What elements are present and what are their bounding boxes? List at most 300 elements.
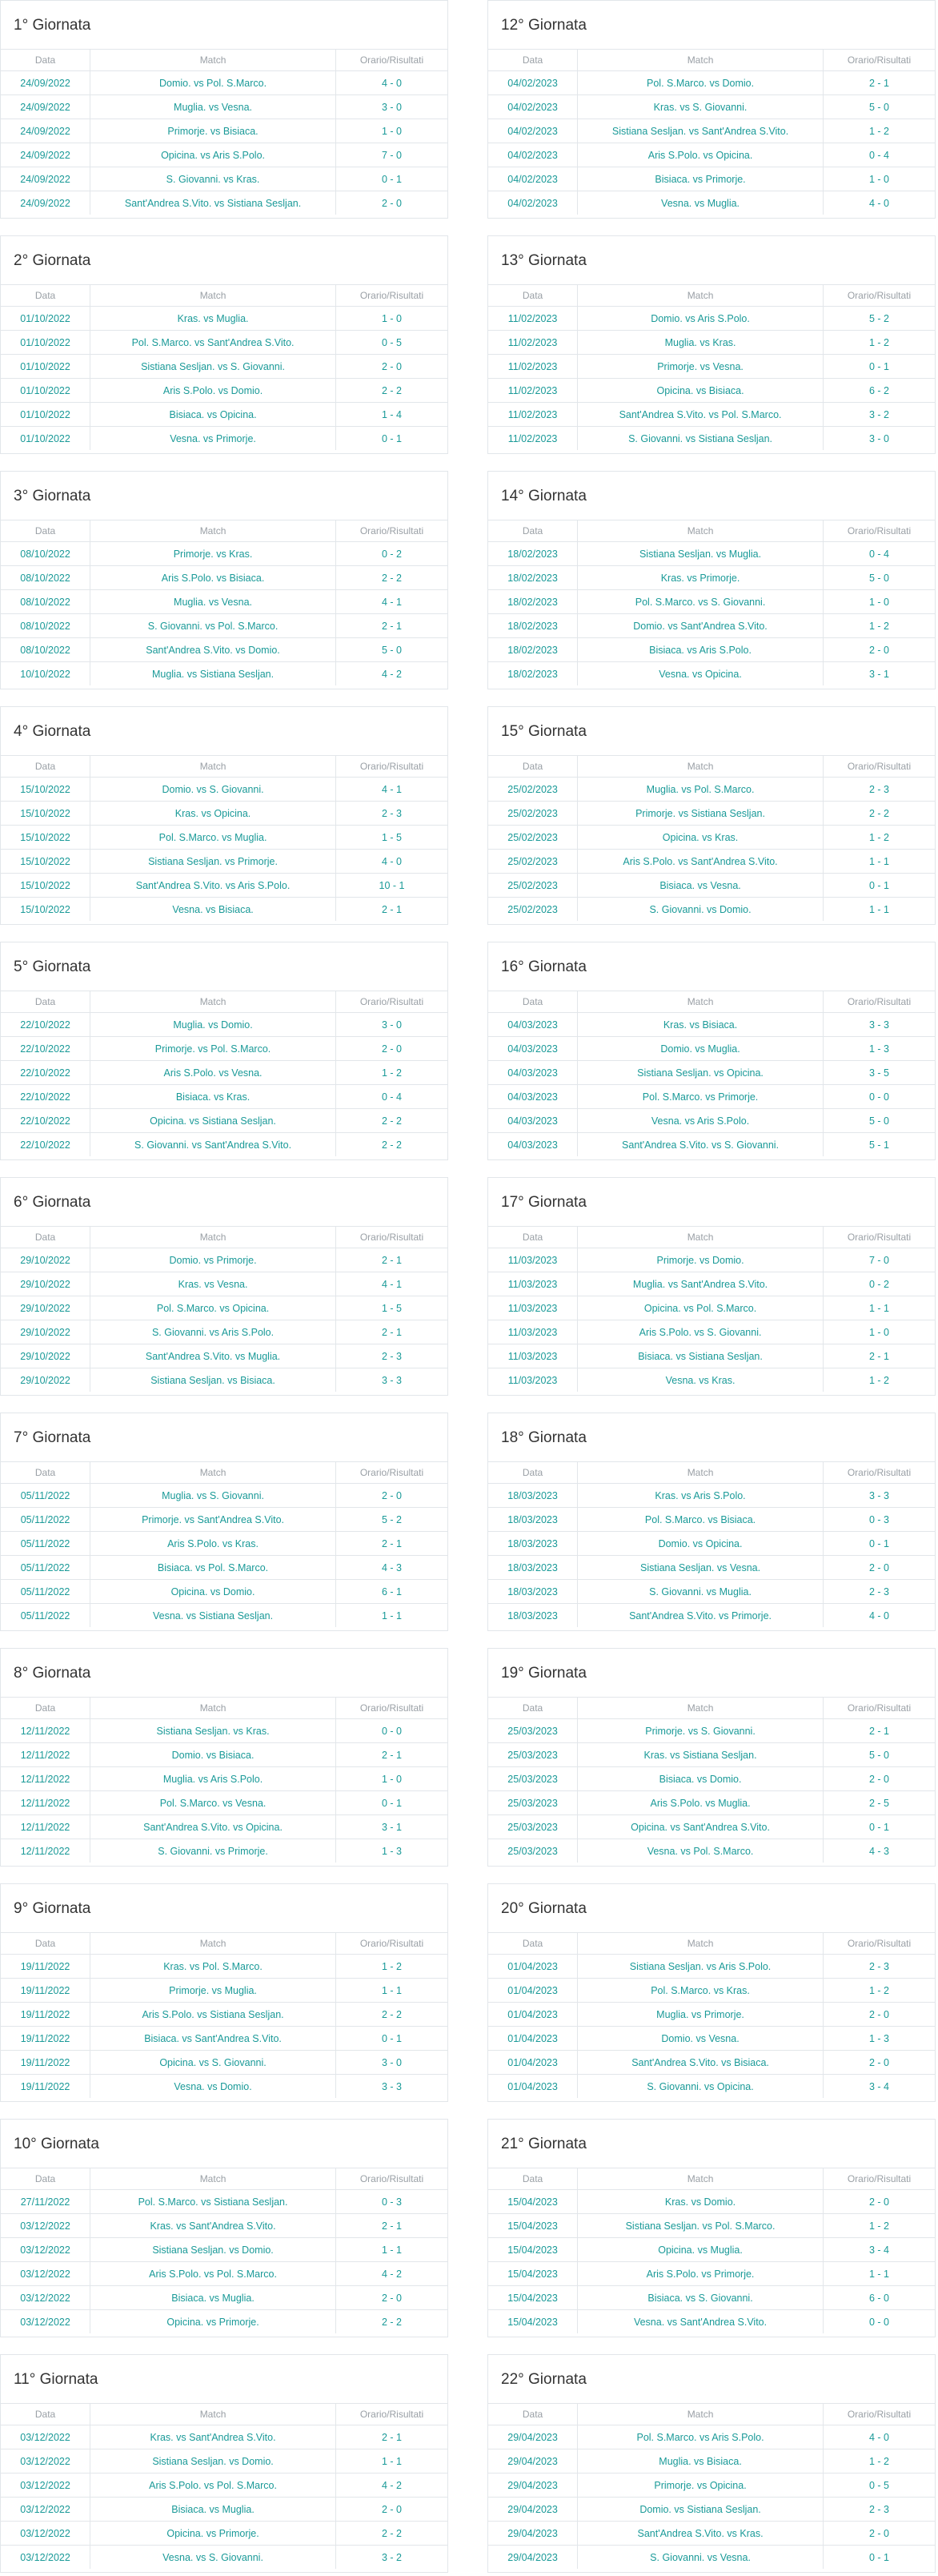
match-teams: Vesna. vs Primorje. bbox=[90, 427, 336, 451]
match-date: 11/02/2023 bbox=[488, 403, 578, 427]
match-teams: Bisiaca. vs Kras. bbox=[90, 1085, 336, 1109]
match-date: 22/10/2022 bbox=[1, 1085, 90, 1109]
match-result: 1 - 3 bbox=[823, 1037, 935, 1061]
match-teams: Sistiana Sesljan. vs Aris S.Polo. bbox=[578, 1955, 824, 1979]
match-teams: Sant'Andrea S.Vito. vs Bisiaca. bbox=[578, 2051, 824, 2075]
match-date: 29/10/2022 bbox=[1, 1344, 90, 1368]
match-result: 2 - 3 bbox=[335, 802, 447, 826]
round-card bbox=[487, 1648, 936, 1867]
result-column-header: Orario/Risultati bbox=[823, 520, 935, 542]
match-teams: Pol. S.Marco. vs Primorje. bbox=[578, 1085, 824, 1109]
match-column-header: Match bbox=[578, 1698, 824, 1719]
match-result: 1 - 2 bbox=[823, 826, 935, 850]
fixtures-table bbox=[1, 1226, 447, 1392]
match-result: 1 - 0 bbox=[335, 307, 447, 331]
match-date: 19/11/2022 bbox=[1, 2027, 90, 2051]
match-teams: Domio. vs Sistiana Sesljan. bbox=[578, 2498, 824, 2522]
match-teams: Sistiana Sesljan. vs Domio. bbox=[90, 2449, 336, 2474]
match-date: 12/11/2022 bbox=[1, 1719, 90, 1743]
match-result: 0 - 1 bbox=[823, 874, 935, 898]
match-teams: Sant'Andrea S.Vito. vs Aris S.Polo. bbox=[90, 874, 336, 898]
match-result: 2 - 1 bbox=[335, 1743, 447, 1767]
match-result: 2 - 1 bbox=[335, 614, 447, 638]
round-card bbox=[0, 2354, 448, 2573]
match-teams: Bisiaca. vs Vesna. bbox=[578, 874, 824, 898]
table-row bbox=[1, 2051, 447, 2075]
date-column-header: Data bbox=[1, 991, 90, 1013]
match-teams: Sistiana Sesljan. vs Muglia. bbox=[578, 542, 824, 566]
match-result: 2 - 1 bbox=[335, 2425, 447, 2449]
match-teams: S. Giovanni. vs Vesna. bbox=[578, 2546, 824, 2570]
match-result: 0 - 5 bbox=[823, 2474, 935, 2498]
table-row bbox=[1, 2310, 447, 2334]
match-date: 15/10/2022 bbox=[1, 778, 90, 802]
match-teams: Pol. S.Marco. vs Vesna. bbox=[90, 1791, 336, 1815]
match-date: 15/10/2022 bbox=[1, 874, 90, 898]
match-result: 4 - 2 bbox=[335, 2262, 447, 2286]
match-result: 0 - 1 bbox=[335, 1791, 447, 1815]
match-result: 2 - 2 bbox=[335, 2522, 447, 2546]
match-teams: Vesna. vs Bisiaca. bbox=[90, 898, 336, 922]
match-result: 2 - 3 bbox=[823, 2498, 935, 2522]
date-column-header: Data bbox=[488, 1462, 578, 1484]
table-row bbox=[1, 1979, 447, 2003]
match-result: 4 - 0 bbox=[823, 2425, 935, 2449]
table-row bbox=[1, 542, 447, 566]
round-card bbox=[487, 2119, 936, 2337]
match-teams: Opicina. vs Primorje. bbox=[90, 2310, 336, 2334]
match-teams: Kras. vs Aris S.Polo. bbox=[578, 1484, 824, 1508]
fixtures-table bbox=[488, 2403, 935, 2569]
result-column-header: Orario/Risultati bbox=[823, 285, 935, 307]
table-row bbox=[488, 1037, 935, 1061]
match-teams: Primorje. vs Kras. bbox=[90, 542, 336, 566]
match-date: 19/11/2022 bbox=[1, 1979, 90, 2003]
result-column-header: Orario/Risultati bbox=[335, 756, 447, 778]
match-column-header: Match bbox=[90, 2404, 336, 2425]
table-header-row bbox=[1, 2168, 447, 2190]
match-teams: Vesna. vs Pol. S.Marco. bbox=[578, 1839, 824, 1863]
match-teams: Vesna. vs Muglia. bbox=[578, 191, 824, 215]
match-date: 22/10/2022 bbox=[1, 1109, 90, 1133]
round-card bbox=[0, 0, 448, 219]
match-result: 1 - 1 bbox=[335, 1979, 447, 2003]
match-teams: Bisiaca. vs S. Giovanni. bbox=[578, 2286, 824, 2310]
table-row bbox=[1, 1272, 447, 1296]
table-row bbox=[1, 1532, 447, 1556]
table-row bbox=[1, 1556, 447, 1580]
match-date: 29/04/2023 bbox=[507, 2551, 558, 2563]
table-row bbox=[488, 2027, 935, 2051]
match-date: 11/02/2023 bbox=[488, 331, 578, 355]
match-result: 1 - 1 bbox=[335, 2449, 447, 2474]
result-column-header: Orario/Risultati bbox=[823, 2404, 935, 2425]
table-row bbox=[488, 1604, 935, 1628]
table-row bbox=[488, 1743, 935, 1767]
round-card bbox=[0, 1177, 448, 1396]
table-header-row bbox=[488, 1462, 935, 1484]
match-date: 15/10/2022 bbox=[1, 802, 90, 826]
date-column-header: Data bbox=[1, 1227, 90, 1248]
match-column-header: Match bbox=[578, 991, 824, 1013]
match-result: 1 - 0 bbox=[335, 119, 447, 143]
match-teams: Aris S.Polo. vs Bisiaca. bbox=[90, 566, 336, 590]
match-teams: Opicina. vs Aris S.Polo. bbox=[90, 143, 336, 167]
table-row bbox=[488, 307, 935, 331]
match-result: 2 - 3 bbox=[335, 1344, 447, 1368]
match-result: 0 - 4 bbox=[823, 542, 935, 566]
match-column-header: Match bbox=[90, 520, 336, 542]
match-teams: Domio. vs Pol. S.Marco. bbox=[90, 71, 336, 95]
date-column-header: Data bbox=[1, 50, 90, 71]
table-row bbox=[488, 1767, 935, 1791]
match-teams: Sant'Andrea S.Vito. vs Domio. bbox=[90, 638, 336, 662]
table-row bbox=[488, 2003, 935, 2027]
match-teams: Kras. vs Bisiaca. bbox=[578, 1013, 824, 1037]
match-teams: Kras. vs Vesna. bbox=[90, 1272, 336, 1296]
match-column-header: Match bbox=[578, 1933, 824, 1955]
result-column-header: Orario/Risultati bbox=[335, 1227, 447, 1248]
result-column-header: Orario/Risultati bbox=[335, 1933, 447, 1955]
table-row bbox=[488, 167, 935, 191]
table-row bbox=[488, 191, 935, 215]
date-column-header: Data bbox=[1, 1462, 90, 1484]
table-row bbox=[488, 1791, 935, 1815]
match-result: 1 - 1 bbox=[823, 898, 935, 922]
table-row bbox=[1, 1013, 447, 1037]
match-result: 2 - 1 bbox=[335, 2214, 447, 2238]
round-card bbox=[487, 471, 936, 689]
match-result: 2 - 2 bbox=[335, 2003, 447, 2027]
round-title: 7° Giornata bbox=[14, 1429, 91, 1446]
match-result: 2 - 1 bbox=[823, 1719, 935, 1743]
table-row bbox=[488, 1272, 935, 1296]
match-result: 7 - 0 bbox=[823, 1248, 935, 1272]
match-date: 12/11/2022 bbox=[1, 1815, 90, 1839]
table-row bbox=[1, 331, 447, 355]
table-row bbox=[488, 143, 935, 167]
match-result: 4 - 0 bbox=[823, 1604, 935, 1628]
match-result: 2 - 0 bbox=[823, 2051, 935, 2075]
round-card bbox=[0, 1413, 448, 1631]
match-date: 29/10/2022 bbox=[1, 1248, 90, 1272]
match-result: 1 - 0 bbox=[823, 1320, 935, 1344]
date-column-header: Data bbox=[1, 2404, 90, 2425]
round-title: 6° Giornata bbox=[14, 1194, 91, 1211]
match-date: 24/09/2022 bbox=[20, 197, 70, 209]
match-teams: Vesna. vs Sistiana Sesljan. bbox=[90, 1604, 336, 1628]
match-result: 3 - 1 bbox=[335, 1815, 447, 1839]
match-teams: Kras. vs Opicina. bbox=[90, 802, 336, 826]
round-title: 14° Giornata bbox=[501, 488, 587, 504]
match-date: 24/09/2022 bbox=[1, 119, 90, 143]
match-date: 29/04/2023 bbox=[488, 2449, 578, 2474]
match-result: 10 - 1 bbox=[335, 874, 447, 898]
match-date: 01/04/2023 bbox=[488, 2003, 578, 2027]
match-date: 24/09/2022 bbox=[1, 71, 90, 95]
date-column-header: Data bbox=[1, 756, 90, 778]
table-row bbox=[1, 2075, 447, 2099]
round-card bbox=[487, 2354, 936, 2573]
table-row bbox=[1, 2214, 447, 2238]
table-row bbox=[1, 1743, 447, 1767]
match-column-header: Match bbox=[90, 1227, 336, 1248]
match-column-header: Match bbox=[578, 2168, 824, 2190]
table-row bbox=[1, 874, 447, 898]
table-row bbox=[1, 778, 447, 802]
match-date: 29/10/2022 bbox=[20, 1374, 70, 1386]
match-date: 18/03/2023 bbox=[488, 1580, 578, 1604]
match-result: 1 - 3 bbox=[335, 1839, 447, 1863]
match-date: 15/04/2023 bbox=[488, 2286, 578, 2310]
match-result: 3 - 3 bbox=[335, 1368, 447, 1392]
table-row bbox=[488, 802, 935, 826]
date-column-header: Data bbox=[488, 285, 578, 307]
match-teams: Sant'Andrea S.Vito. vs Opicina. bbox=[90, 1815, 336, 1839]
match-teams: S. Giovanni. vs Kras. bbox=[90, 167, 336, 191]
match-column-header: Match bbox=[578, 1227, 824, 1248]
fixtures-table bbox=[488, 284, 935, 450]
match-result: 3 - 3 bbox=[335, 2075, 447, 2099]
match-result: 1 - 2 bbox=[335, 1955, 447, 1979]
fixtures-table bbox=[488, 1932, 935, 2098]
match-teams: Aris S.Polo. vs Vesna. bbox=[90, 1061, 336, 1085]
date-column-header: Data bbox=[488, 2168, 578, 2190]
match-teams: S. Giovanni. vs Sant'Andrea S.Vito. bbox=[90, 1133, 336, 1157]
table-row bbox=[1, 119, 447, 143]
match-result: 7 - 0 bbox=[335, 143, 447, 167]
table-row bbox=[488, 590, 935, 614]
table-row bbox=[488, 1085, 935, 1109]
round-title: 18° Giornata bbox=[501, 1429, 587, 1446]
match-date: 19/11/2022 bbox=[20, 2080, 70, 2092]
table-row bbox=[488, 379, 935, 403]
match-teams: Vesna. vs Aris S.Polo. bbox=[578, 1109, 824, 1133]
match-date: 01/10/2022 bbox=[1, 379, 90, 403]
match-date: 08/10/2022 bbox=[1, 638, 90, 662]
match-teams: Sistiana Sesljan. vs Bisiaca. bbox=[90, 1368, 336, 1392]
match-date: 04/02/2023 bbox=[488, 119, 578, 143]
table-row bbox=[488, 1580, 935, 1604]
match-result: 2 - 1 bbox=[335, 1248, 447, 1272]
match-date: 29/04/2023 bbox=[488, 2522, 578, 2546]
match-date: 11/03/2023 bbox=[488, 1272, 578, 1296]
round-title: 10° Giornata bbox=[14, 2136, 99, 2152]
match-result: 1 - 1 bbox=[823, 850, 935, 874]
match-result: 2 - 0 bbox=[335, 355, 447, 379]
match-teams: Domio. vs Opicina. bbox=[578, 1532, 824, 1556]
match-teams: Domio. vs Sant'Andrea S.Vito. bbox=[578, 614, 824, 638]
match-date: 11/02/2023 bbox=[507, 432, 558, 444]
match-teams: Muglia. vs Vesna. bbox=[90, 590, 336, 614]
match-teams: Kras. vs Domio. bbox=[578, 2190, 824, 2214]
match-teams: Opicina. vs Bisiaca. bbox=[578, 379, 824, 403]
match-result: 3 - 4 bbox=[823, 2075, 935, 2099]
match-result: 3 - 2 bbox=[823, 403, 935, 427]
round-card bbox=[487, 1413, 936, 1631]
table-row bbox=[1, 355, 447, 379]
match-date: 29/04/2023 bbox=[488, 2498, 578, 2522]
match-result: 2 - 0 bbox=[335, 191, 447, 215]
match-date: 04/03/2023 bbox=[488, 1013, 578, 1037]
match-date: 03/12/2022 bbox=[20, 2316, 70, 2328]
match-result: 2 - 1 bbox=[823, 1344, 935, 1368]
date-column-header: Data bbox=[488, 520, 578, 542]
table-row bbox=[488, 1955, 935, 1979]
round-title: 5° Giornata bbox=[14, 958, 91, 975]
table-row bbox=[488, 1320, 935, 1344]
result-column-header: Orario/Risultati bbox=[335, 2404, 447, 2425]
fixtures-table bbox=[1, 755, 447, 921]
match-teams: Primorje. vs Sant'Andrea S.Vito. bbox=[90, 1508, 336, 1532]
match-result: 3 - 5 bbox=[823, 1061, 935, 1085]
match-result: 2 - 3 bbox=[823, 1955, 935, 1979]
match-result: 1 - 5 bbox=[335, 1296, 447, 1320]
match-date: 04/03/2023 bbox=[488, 1109, 578, 1133]
table-row bbox=[1, 662, 447, 686]
table-row bbox=[1, 566, 447, 590]
table-row bbox=[1, 1085, 447, 1109]
match-teams: Vesna. vs Opicina. bbox=[578, 662, 824, 686]
match-teams: Vesna. vs S. Giovanni. bbox=[90, 2546, 336, 2570]
match-teams: Opicina. vs Kras. bbox=[578, 826, 824, 850]
round-title: 8° Giornata bbox=[14, 1665, 91, 1682]
match-result: 0 - 0 bbox=[823, 1085, 935, 1109]
match-column-header: Match bbox=[90, 50, 336, 71]
round-title: 20° Giornata bbox=[501, 1900, 587, 1917]
table-row bbox=[488, 778, 935, 802]
match-date: 15/04/2023 bbox=[488, 2190, 578, 2214]
match-teams: Domio. vs Aris S.Polo. bbox=[578, 307, 824, 331]
round-card bbox=[0, 235, 448, 454]
table-row bbox=[488, 1979, 935, 2003]
match-date: 18/03/2023 bbox=[488, 1484, 578, 1508]
match-date: 29/10/2022 bbox=[1, 1296, 90, 1320]
match-result: 3 - 1 bbox=[823, 662, 935, 686]
match-result: 1 - 2 bbox=[823, 1979, 935, 2003]
match-date: 25/03/2023 bbox=[507, 1845, 558, 1857]
table-row bbox=[1, 802, 447, 826]
match-teams: S. Giovanni. vs Aris S.Polo. bbox=[90, 1320, 336, 1344]
table-row bbox=[488, 355, 935, 379]
match-teams: S. Giovanni. vs Opicina. bbox=[578, 2075, 824, 2099]
table-row bbox=[1, 1344, 447, 1368]
date-column-header: Data bbox=[488, 1933, 578, 1955]
match-result: 2 - 0 bbox=[335, 2286, 447, 2310]
match-teams: Sant'Andrea S.Vito. vs Kras. bbox=[578, 2522, 824, 2546]
match-date: 24/09/2022 bbox=[1, 95, 90, 119]
table-row bbox=[488, 850, 935, 874]
match-date: 19/11/2022 bbox=[1, 2051, 90, 2075]
match-date: 15/10/2022 bbox=[20, 903, 70, 915]
match-date: 29/10/2022 bbox=[1, 1272, 90, 1296]
match-teams: Vesna. vs Kras. bbox=[578, 1368, 824, 1392]
match-date: 19/11/2022 bbox=[1, 1955, 90, 1979]
match-date: 11/03/2023 bbox=[488, 1320, 578, 1344]
match-teams: Muglia. vs S. Giovanni. bbox=[90, 1484, 336, 1508]
match-teams: Aris S.Polo. vs Sistiana Sesljan. bbox=[90, 2003, 336, 2027]
match-date: 05/11/2022 bbox=[1, 1532, 90, 1556]
match-result: 1 - 3 bbox=[823, 2027, 935, 2051]
match-date: 01/10/2022 bbox=[1, 355, 90, 379]
table-row bbox=[1, 2425, 447, 2449]
match-result: 0 - 3 bbox=[335, 2190, 447, 2214]
match-date: 15/04/2023 bbox=[488, 2238, 578, 2262]
match-date: 15/10/2022 bbox=[1, 826, 90, 850]
match-result: 2 - 1 bbox=[335, 1532, 447, 1556]
match-result: 1 - 2 bbox=[823, 614, 935, 638]
match-column-header: Match bbox=[90, 285, 336, 307]
match-result: 3 - 0 bbox=[823, 427, 935, 451]
fixtures-table bbox=[1, 2403, 447, 2569]
result-column-header: Orario/Risultati bbox=[335, 1698, 447, 1719]
match-teams: Vesna. vs Domio. bbox=[90, 2075, 336, 2099]
match-date: 12/11/2022 bbox=[20, 1845, 70, 1857]
date-column-header: Data bbox=[1, 285, 90, 307]
match-date: 01/04/2023 bbox=[488, 1979, 578, 2003]
round-card bbox=[487, 0, 936, 219]
table-row bbox=[488, 71, 935, 95]
table-header-row bbox=[1, 50, 447, 71]
table-header-row bbox=[1, 520, 447, 542]
match-teams: S. Giovanni. vs Primorje. bbox=[90, 1839, 336, 1863]
match-teams: Bisiaca. vs Pol. S.Marco. bbox=[90, 1556, 336, 1580]
match-teams: Pol. S.Marco. vs Kras. bbox=[578, 1979, 824, 2003]
result-column-header: Orario/Risultati bbox=[335, 991, 447, 1013]
match-result: 5 - 1 bbox=[823, 1133, 935, 1157]
table-row bbox=[1, 614, 447, 638]
match-teams: Domio. vs Bisiaca. bbox=[90, 1743, 336, 1767]
round-title: 22° Giornata bbox=[501, 2371, 587, 2388]
match-teams: Bisiaca. vs Muglia. bbox=[90, 2498, 336, 2522]
table-row bbox=[488, 566, 935, 590]
match-result: 1 - 1 bbox=[335, 1604, 447, 1628]
match-result: 2 - 2 bbox=[335, 379, 447, 403]
table-row bbox=[488, 1839, 935, 1863]
table-row bbox=[488, 427, 935, 451]
table-row bbox=[488, 1133, 935, 1157]
result-column-header: Orario/Risultati bbox=[823, 756, 935, 778]
match-date: 01/10/2022 bbox=[1, 403, 90, 427]
result-column-header: Orario/Risultati bbox=[823, 2168, 935, 2190]
match-result: 1 - 2 bbox=[335, 1061, 447, 1085]
match-teams: Aris S.Polo. vs Sant'Andrea S.Vito. bbox=[578, 850, 824, 874]
round-title: 4° Giornata bbox=[14, 723, 91, 740]
match-result: 0 - 0 bbox=[823, 2310, 935, 2334]
result-column-header: Orario/Risultati bbox=[823, 1933, 935, 1955]
date-column-header: Data bbox=[488, 50, 578, 71]
round-card bbox=[487, 942, 936, 1160]
match-date: 03/12/2022 bbox=[1, 2474, 90, 2498]
round-title: 2° Giornata bbox=[14, 252, 91, 269]
match-date: 01/04/2023 bbox=[488, 2051, 578, 2075]
match-teams: Aris S.Polo. vs Muglia. bbox=[578, 1791, 824, 1815]
table-header-row bbox=[1, 991, 447, 1013]
match-result: 2 - 2 bbox=[335, 1109, 447, 1133]
table-row bbox=[1, 1604, 447, 1628]
match-column-header: Match bbox=[578, 285, 824, 307]
match-date: 05/11/2022 bbox=[20, 1609, 70, 1622]
result-column-header: Orario/Risultati bbox=[335, 1462, 447, 1484]
table-header-row bbox=[1, 1698, 447, 1719]
match-date: 25/02/2023 bbox=[488, 826, 578, 850]
match-result: 1 - 4 bbox=[335, 403, 447, 427]
round-title: 9° Giornata bbox=[14, 1900, 91, 1917]
match-teams: Sistiana Sesljan. vs Opicina. bbox=[578, 1061, 824, 1085]
match-result: 0 - 1 bbox=[335, 2027, 447, 2051]
table-row bbox=[1, 1320, 447, 1344]
match-teams: Sant'Andrea S.Vito. vs S. Giovanni. bbox=[578, 1133, 824, 1157]
